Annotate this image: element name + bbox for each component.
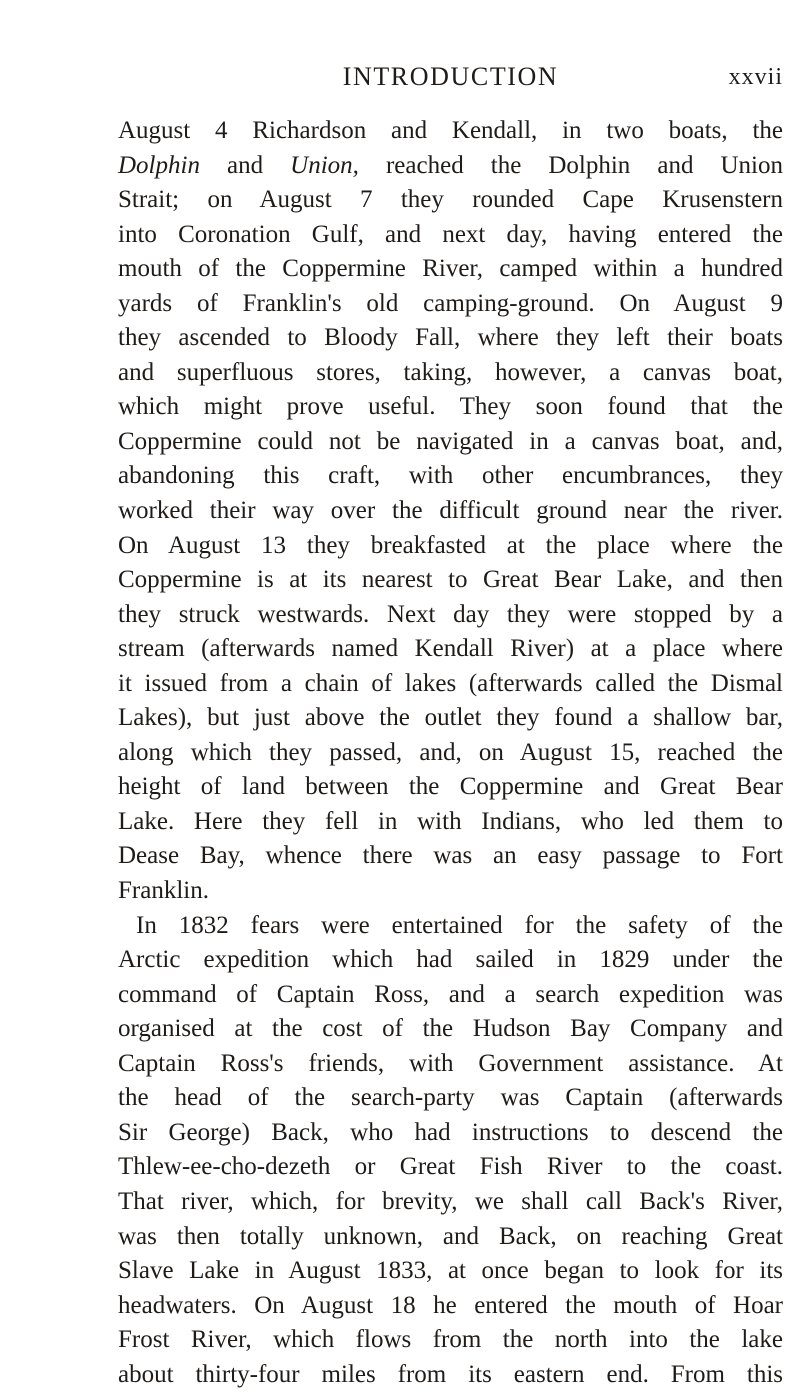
text-line: the head of the search-party was Captain (afterwards bbox=[118, 1084, 783, 1112]
text-line: Thlew-ee-cho-dezeth or Great Fish River to the coast. bbox=[118, 1153, 783, 1181]
text-line: Dease Bay, whence there was an easy passage to Fort bbox=[118, 842, 783, 870]
text-line: about thirty-four miles from its eastern end. From this bbox=[118, 1360, 783, 1388]
text-line: Lake. Here they fell in with Indians, who led them to bbox=[118, 807, 783, 835]
text-line: Lakes), but just above the outlet they found a shallow bar, bbox=[118, 704, 783, 732]
text-line: stream (afterwards named Kendall River) at a place where bbox=[118, 635, 783, 663]
text-line: organised at the cost of the Hudson Bay Company and bbox=[118, 1015, 783, 1043]
text-line: On August 13 they breakfasted at the place where the bbox=[118, 531, 783, 559]
text-line: command of Captain Ross, and a search expedition was bbox=[118, 980, 783, 1008]
text-line bbox=[118, 149, 783, 184]
running-head bbox=[118, 62, 783, 102]
text-line: abandoning this craft, with other encumbrances, they bbox=[118, 462, 783, 490]
text-line: Captain Ross's friends, with Government assistance. At bbox=[118, 1049, 783, 1077]
text-line: Slave Lake in August 1833, at once began to look for its bbox=[118, 1257, 783, 1285]
text-line: That river, which, for brevity, we shall call Back's River, bbox=[118, 1187, 783, 1215]
running-title: INTRODUCTION bbox=[342, 62, 559, 91]
text-line: mouth of the Coppermine River, camped within a hundred bbox=[118, 255, 783, 283]
text-line: they ascended to Bloody Fall, where they left their boats bbox=[118, 324, 783, 352]
text-line: yards of Franklin's old camping-ground. On August 9 bbox=[118, 289, 783, 317]
text-line: it issued from a chain of lakes (afterwards called the Dismal bbox=[118, 669, 783, 697]
ship-name-dolphin: Dolphin bbox=[118, 151, 200, 179]
text-line: Coppermine could not be navigated in a canvas boat, and, bbox=[118, 427, 783, 455]
text-line: August 4 Richardson and Kendall, in two boats, the bbox=[118, 117, 783, 144]
text-line: height of land between the Coppermine and Great Bear bbox=[118, 773, 783, 801]
paragraph-end-line: Franklin. bbox=[118, 877, 209, 905]
page-number: xxvii bbox=[728, 64, 783, 90]
text-line: which might prove useful. They soon found that the bbox=[118, 393, 783, 421]
text-fragment: and bbox=[199, 151, 291, 179]
text-fragment: reached the Dolphin and Union bbox=[358, 151, 783, 179]
text-line: headwaters. On August 18 he entered the mouth of Hoar bbox=[118, 1291, 783, 1319]
text-line: Coppermine is at its nearest to Great Bear Lake, and then bbox=[118, 566, 783, 594]
text-line: Frost River, which flows from the north into the lake bbox=[118, 1326, 783, 1354]
text-line: was then totally unknown, and Back, on reaching Great bbox=[118, 1222, 783, 1250]
text-line: and superfluous stores, taking, however, a canvas boat, bbox=[118, 358, 783, 386]
text-line: Strait; on August 7 they rounded Cape Krusenstern bbox=[118, 186, 783, 214]
text-line: along which they passed, and, on August 15, reached the bbox=[118, 738, 783, 766]
body-text bbox=[118, 114, 783, 1392]
text-line: into Coronation Gulf, and next day, having entered the bbox=[118, 220, 783, 248]
text-line: Sir George) Back, who had instructions to descend the bbox=[118, 1118, 783, 1146]
text-line: worked their way over the difficult ground near the river. bbox=[118, 497, 783, 525]
paragraph-first-line: In 1832 fears were entertained for the safety of the bbox=[136, 911, 783, 939]
text-line: Arctic expedition which had sailed in 1829 under the bbox=[118, 946, 783, 974]
ship-name-union: Union, bbox=[290, 151, 359, 179]
text-line: they struck westwards. Next day they were stopped by a bbox=[118, 600, 783, 628]
